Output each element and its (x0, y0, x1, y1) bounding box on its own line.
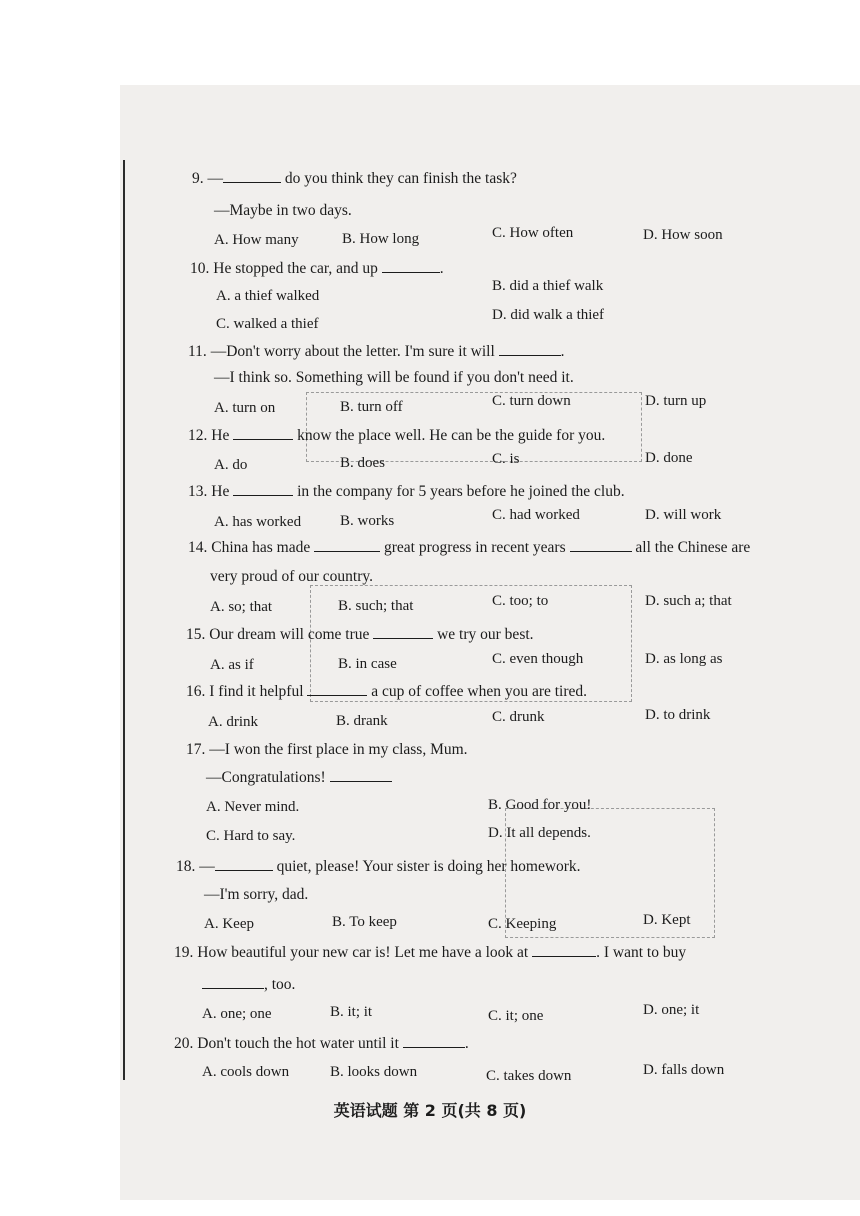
option-b: B. turn off (340, 399, 403, 415)
option-d: D. as long as (645, 651, 723, 667)
option-a: A. a thief walked (216, 288, 320, 304)
question-text: . (560, 343, 565, 360)
option-b: B. Good for you! (488, 797, 592, 813)
option-c: C. turn down (492, 393, 571, 409)
question-number: 10. (190, 260, 210, 277)
answer-blank (233, 425, 293, 440)
question-text: know the place well. He can be the guide for you. (293, 427, 606, 444)
option-a: A. Keep (204, 916, 254, 932)
question-19-line2 (202, 974, 295, 995)
option-a: A. one; one (202, 1006, 272, 1022)
question-text: Don't touch the hot water until it (197, 1035, 403, 1052)
option-b: B. such; that (338, 598, 414, 614)
margin-line (123, 160, 125, 1080)
question-12 (188, 425, 605, 446)
question-14 (188, 537, 750, 558)
question-text: — (207, 170, 223, 187)
question-19 (174, 942, 686, 963)
answer-blank (202, 974, 264, 989)
question-number: 18. (176, 858, 196, 875)
question-text: — (199, 858, 215, 875)
option-d: D. How soon (643, 227, 723, 243)
option-d: D. to drink (645, 707, 711, 723)
question-text: China has made (211, 539, 315, 556)
option-b: B. How long (342, 231, 420, 247)
answer-blank (570, 537, 632, 552)
option-a: A. cools down (202, 1064, 290, 1080)
option-d: D. turn up (645, 393, 707, 409)
option-d: D. It all depends. (488, 825, 591, 841)
option-b: B. To keep (332, 914, 397, 930)
question-text: He stopped the car, and up (213, 260, 382, 277)
question-number: 9. (192, 170, 204, 187)
answer-blank (373, 624, 433, 639)
answer-blank (382, 258, 440, 273)
question-11 (188, 341, 565, 362)
question-text: in the company for 5 years before he joined the club. (293, 483, 625, 500)
answer-blank (215, 856, 273, 871)
option-d: D. falls down (643, 1062, 725, 1078)
option-d: D. done (645, 450, 693, 466)
question-11-line2: —I think so. Something will be found if you don't need it. (214, 369, 574, 386)
question-number: 14. (188, 539, 208, 556)
option-d: D. did walk a thief (492, 307, 605, 323)
option-c: C. walked a thief (216, 316, 319, 332)
question-text: all the Chinese are (631, 539, 751, 556)
option-b: B. looks down (330, 1064, 418, 1080)
option-a: A. drink (208, 714, 258, 730)
option-c: C. Keeping (488, 916, 557, 932)
option-b: B. did a thief walk (492, 278, 604, 294)
option-c: C. takes down (486, 1068, 572, 1084)
option-b: B. does (340, 455, 385, 471)
question-text: He (211, 483, 234, 500)
option-b: B. in case (338, 656, 397, 672)
question-14-line2: very proud of our country. (210, 568, 373, 585)
page-footer: 英语试题 第 2 页(共 8 页) (333, 1101, 527, 1120)
question-text: quiet, please! Your sister is doing her homework. (272, 858, 581, 875)
option-c: C. Hard to say. (206, 828, 296, 844)
question-text: do you think they can finish the task? (281, 170, 517, 187)
question-number: 11. (188, 343, 207, 360)
question-18 (176, 856, 581, 877)
option-b: B. it; it (330, 1004, 373, 1020)
question-text: a cup of coffee when you are tired. (367, 683, 588, 700)
question-number: 12. (188, 427, 208, 444)
question-text: —Congratulations! (206, 769, 330, 786)
option-c: C. had worked (492, 507, 580, 523)
answer-blank (233, 481, 293, 496)
question-9 (192, 168, 517, 189)
question-18-line2: —I'm sorry, dad. (204, 886, 309, 903)
option-b: B. works (340, 513, 395, 529)
question-text: I find it helpful (209, 683, 308, 700)
question-text: . I want to buy (596, 944, 687, 961)
question-9-line2: —Maybe in two days. (214, 202, 352, 219)
option-a: A. do (214, 457, 248, 473)
option-b: B. drank (336, 713, 388, 729)
question-text: —Don't worry about the letter. I'm sure it will (210, 343, 499, 360)
question-text: we try our best. (433, 626, 534, 643)
question-text: , too. (264, 976, 296, 993)
question-number: 20. (174, 1035, 194, 1052)
answer-blank (223, 168, 281, 183)
question-15 (186, 624, 534, 645)
option-d: D. will work (645, 507, 722, 523)
answer-blank (314, 537, 380, 552)
option-a: A. so; that (210, 599, 273, 615)
answer-blank (499, 341, 561, 356)
question-text: . (439, 260, 444, 277)
option-d: D. such a; that (645, 593, 732, 609)
option-c: C. is (492, 451, 520, 467)
answer-blank (403, 1033, 465, 1048)
question-number: 17. (186, 741, 206, 758)
question-10 (190, 258, 444, 279)
question-text: . (464, 1035, 469, 1052)
question-17 (186, 740, 468, 760)
question-text: Our dream will come true (209, 626, 374, 643)
option-c: C. How often (492, 225, 574, 241)
answer-blank (532, 942, 596, 957)
option-a: A. as if (210, 657, 254, 673)
question-text: —I won the first place in my class, Mum. (209, 741, 468, 758)
question-number: 13. (188, 483, 208, 500)
question-text: How beautiful your new car is! Let me have a look at (197, 944, 533, 961)
answer-blank (307, 681, 367, 696)
question-13 (188, 481, 625, 502)
question-text: He (211, 427, 234, 444)
answer-blank (330, 767, 392, 782)
question-20 (174, 1033, 469, 1054)
option-a: A. Never mind. (206, 799, 300, 815)
option-c: C. even though (492, 651, 584, 667)
question-17-line2 (206, 767, 392, 788)
option-a: A. turn on (214, 400, 276, 416)
option-d: D. Kept (643, 912, 691, 928)
option-c: C. drunk (492, 709, 545, 725)
question-number: 16. (186, 683, 206, 700)
option-d: D. one; it (643, 1002, 700, 1018)
option-a: A. has worked (214, 514, 302, 530)
option-c: C. it; one (488, 1008, 544, 1024)
option-a: A. How many (214, 232, 299, 248)
question-number: 15. (186, 626, 206, 643)
option-c: C. too; to (492, 593, 549, 609)
question-16 (186, 681, 587, 702)
question-number: 19. (174, 944, 194, 961)
question-text: great progress in recent years (380, 539, 570, 556)
